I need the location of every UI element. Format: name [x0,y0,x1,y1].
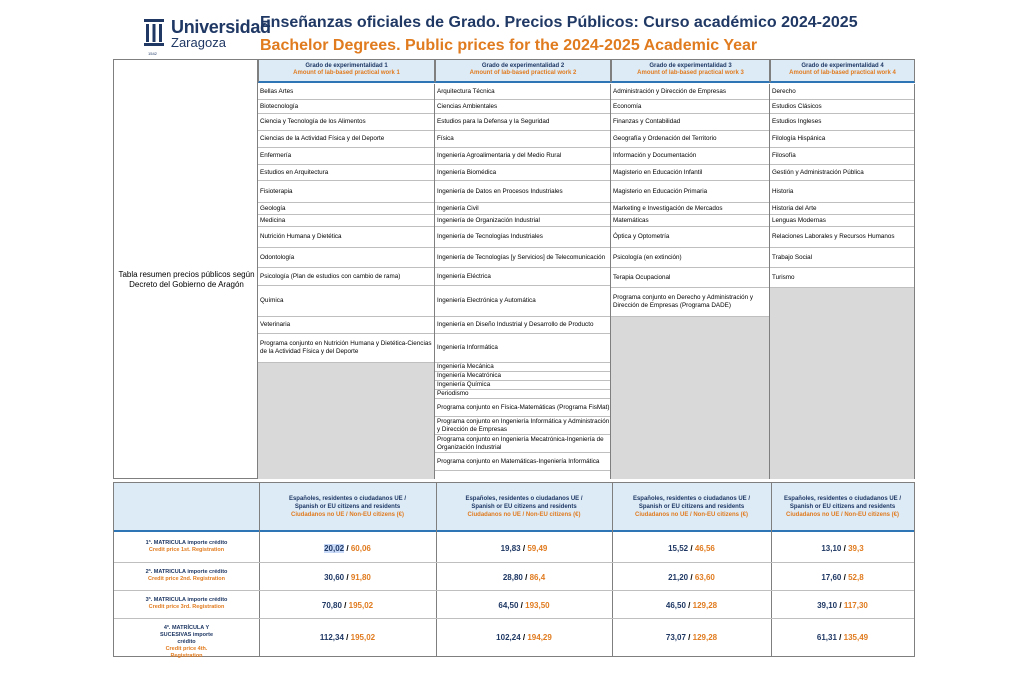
col-header-4 [770,59,915,83]
price-cell [612,544,771,553]
logo-name: Universidad [171,17,271,37]
price-sep: / [525,573,528,582]
col-header-es: Grado de experimentalidad 1 [305,63,388,69]
degree-row: Gestión y Administración Pública [770,165,914,181]
price-sep: / [522,544,526,553]
degree-row: Bellas Artes [258,84,434,100]
price-row-label [114,569,259,583]
empty-cell [258,363,434,479]
price-nonresident: 117,30 [843,601,868,610]
price-sep: / [688,601,691,610]
degree-row: Química [258,286,434,317]
price-row-label [114,597,259,611]
price-resident: 21,20 [668,573,689,582]
price-nonresident: 129,28 [692,601,718,610]
degree-row: Relaciones Laborales y Recursos Humanos [770,227,914,248]
price-nonresident: 86,4 [529,573,546,582]
price-resident: 28,80 [502,573,523,582]
price-nonresident: 135,49 [843,633,869,642]
price-sep: / [346,544,349,553]
degree-row: Ciencias Ambientales [435,100,610,114]
price-resident: 70,80 [321,601,342,610]
degree-row: Información y Documentación [611,148,769,165]
degree-row: Ingeniería en Diseño Industrial y Desarrollo de Producto [435,317,610,334]
degree-row: Programa conjunto en Ingeniería Mecatrónica-Ingeniería de Organización Industrial [435,435,610,453]
degree-row: Nutrición Humana y Dietética [258,227,434,248]
degree-row: Geografía y Ordenación del Territorio [611,131,769,148]
price-resident: 46,50 [665,601,686,610]
degree-row: Óptica y Optometría [611,227,769,248]
price-resident: 61,31 [816,633,837,642]
price-nonresident: 193,50 [525,601,550,610]
price-cell [771,601,914,610]
degree-row: Ingeniería Biomédica [435,165,610,181]
price-row-label-es: 1ª. MATRICULA importe crédito [145,540,228,546]
price-row-label-en: Credit price 3rd. Registration [148,604,225,610]
price-cell [771,573,914,582]
university-crest-icon [143,17,165,51]
degree-column-4 [770,84,915,479]
price-header-3 [612,483,771,532]
degree-row: Ingeniería de Tecnologías [y Servicios] de Telecomunicación [435,248,610,268]
price-resident: 64,50 [498,601,519,610]
col-header-2 [435,59,611,83]
degree-row: Filosofía [770,148,914,165]
price-resident: 15,52 [668,544,689,553]
col-header-en: Amount of lab-based practical work 2 [469,70,577,76]
logo-year: 1542 [148,51,157,56]
price-resident: 19,83 [500,544,521,553]
price-resident: 30,60 [324,573,345,582]
price-resident: 112,34 [319,633,344,642]
empty-cell [770,288,914,479]
degree-row: Programa conjunto en Nutrición Humana y Dietética-Ciencias de la Actividad Física y del Deporte [258,334,434,363]
price-row-label-en: Credit price 4th. Registration [165,646,208,659]
degree-row: Economía [611,100,769,114]
price-header-2 [436,483,612,532]
degree-row: Administración y Dirección de Empresas [611,84,769,100]
price-nonresident: 195,02 [348,601,374,610]
price-nonresident: 91,80 [350,573,371,582]
degree-row: Estudios Ingleses [770,114,914,131]
degree-row: Ingeniería Química [435,381,610,390]
price-sep: / [344,601,347,610]
price-cell [259,573,436,582]
price-nonresident: 52,8 [848,573,864,582]
degree-row: Odontología [258,248,434,268]
col-header-es: Grado de experimentalidad 4 [801,63,884,69]
degree-row: Física [435,131,610,148]
degree-row: Enfermería [258,148,434,165]
price-header-l2: Spanish or EU citizens and residents [471,504,577,510]
degree-row: Ingeniería Eléctrica [435,268,610,286]
degree-row: Trabajo Social [770,248,914,268]
degree-row: Lenguas Modernas [770,215,914,227]
table-label: Tabla resumen precios públicos según Decreto del Gobierno de Aragón [118,270,255,289]
degree-row: Programa conjunto en Ingeniería Informática y Administración y Dirección de Empresas [435,417,610,435]
price-header-l3: Ciudadanos no UE / Non-EU citizens (€) [467,512,581,518]
col-header-en: Amount of lab-based practical work 1 [293,70,400,76]
price-sep: / [690,573,693,582]
logo-sub: Zaragoza [171,35,226,50]
price-row-label-en: Credit price 2nd. Registration [147,576,225,582]
degree-row: Geología [258,203,434,215]
price-header-l3: Ciudadanos no UE / Non-EU citizens (€) [785,512,899,518]
degree-column-3 [611,84,770,479]
price-nonresident: 195,02 [350,633,376,642]
price-sep: / [843,544,846,553]
price-cell [771,544,914,553]
degree-row: Marketing e Investigación de Mercados [611,203,769,215]
degree-row: Estudios en Arquitectura [258,165,434,181]
degree-row: Ingeniería Informática [435,334,610,363]
degree-row: Estudios Clásicos [770,100,914,114]
degree-row: Programa conjunto en Física-Matemáticas (Programa FisMat) [435,399,610,417]
price-sep: / [839,633,842,642]
table-label-cell [113,59,258,479]
degree-row: Psicología (Plan de estudios con cambio de rama) [258,268,434,286]
price-sep: / [346,573,349,582]
price-row-label-es: 3ª. MATRICULA importe crédito [145,597,228,603]
degree-row: Ingeniería de Datos en Procesos Industriales [435,181,610,203]
col-header-en: Amount of lab-based practical work 3 [637,70,744,76]
page-title-es: Enseñanzas oficiales de Grado. Precios Públicos: Curso académico 2024-2025 [260,14,858,31]
degree-row: Estudios para la Defensa y la Seguridad [435,114,610,131]
price-sep: / [522,633,526,642]
price-header-l3: Ciudadanos no UE / Non-EU citizens (€) [290,512,404,518]
price-row-label [114,625,259,660]
price-cell [259,544,436,553]
price-header-l2: Spanish or EU citizens and residents [638,504,745,510]
price-sep: / [688,633,691,642]
degree-row: Biotecnología [258,100,434,114]
col-header-en: Amount of lab-based practical work 4 [789,70,896,76]
price-header-empty [114,483,259,532]
degree-row: Terapia Ocupacional [611,268,769,288]
col-header-3 [611,59,770,83]
degree-column-2 [435,84,611,479]
price-resident: 102,24 [496,633,521,642]
degree-row: Periodismo [435,390,610,399]
degree-row: Ingeniería Agroalimentaria y del Medio Rural [435,148,610,165]
price-row-label-es: 2ª. MATRICULA importe crédito [145,569,228,575]
price-row-label-es: 4ª. MATRÍCULA Y SUCESIVAS importe crédito [159,625,214,645]
degree-row: Filología Hispánica [770,131,914,148]
degree-row: Ingeniería Electrónica y Automática [435,286,610,317]
price-nonresident: 60,06 [350,544,371,553]
degree-column-1 [258,84,435,479]
degree-row: Magisterio en Educación Primaria [611,181,769,203]
price-resident: 20,02 [324,544,345,553]
price-cell [436,601,612,610]
degree-row: Ingeniería Mecatrónica [435,372,610,381]
price-header-l2: Spanish or EU citizens and residents [789,504,896,510]
price-header-4 [771,483,914,532]
degree-row: Programa conjunto en Matemáticas-Ingeniería Informática [435,453,610,471]
degree-row: Medicina [258,215,434,227]
price-cell [612,633,771,642]
col-header-es: Grado de experimentalidad 3 [649,63,732,69]
price-resident: 39,10 [817,601,838,610]
price-cell [771,633,914,642]
price-resident: 73,07 [665,633,686,642]
price-row-label [114,540,259,554]
price-resident: 13,10 [821,544,842,553]
degree-row: Ingeniería Civil [435,203,610,215]
col-header-1 [258,59,435,83]
price-header-l1: Españoles, residentes o ciudadanos UE / [288,496,407,502]
price-cell [612,573,771,582]
price-cell [259,633,436,642]
price-header-l1: Españoles, residentes o ciudadanos UE / [465,496,583,502]
degree-row: Historia del Arte [770,203,914,215]
degree-row: Turismo [770,268,914,288]
degree-row: Finanzas y Contabilidad [611,114,769,131]
price-header-l1: Españoles, residentes o ciudadanos UE / [632,496,751,502]
page-title-en: Bachelor Degrees. Public prices for the 2024-2025 Academic Year [260,37,758,54]
degree-row: Arquitectura Técnica [435,84,610,100]
degree-row: Ingeniería Mecánica [435,363,610,372]
degree-row: Ingeniería de Tecnologías Industriales [435,227,610,248]
price-nonresident: 59,49 [527,544,548,553]
degree-row: Fisioterapia [258,181,434,203]
price-header-l1: Españoles, residentes o ciudadanos UE / [783,496,902,502]
price-sep: / [520,601,523,610]
university-logo [143,17,271,57]
price-sep: / [843,573,846,582]
degree-row: Derecho [770,84,914,100]
degree-row: Historia [770,181,914,203]
price-nonresident: 46,56 [694,544,715,553]
price-sep: / [839,601,842,610]
degree-row: Ciencias de la Actividad Física y del Deporte [258,131,434,148]
price-row-label-en: Credit price 1st. Registration [148,547,225,553]
degree-row: Programa conjunto en Derecho y Administración y Dirección de Empresas (Programa DADE) [611,288,769,317]
degree-row: Psicología (en extinción) [611,248,769,268]
price-header-l2: Spanish or EU citizens and residents [294,504,401,510]
price-header-l3: Ciudadanos no UE / Non-EU citizens (€) [634,512,748,518]
degree-row: Ingeniería de Organización Industrial [435,215,610,227]
price-table [113,482,915,657]
price-header-1 [259,483,436,532]
col-header-es: Grado de experimentalidad 2 [481,63,565,69]
price-nonresident: 63,60 [694,573,715,582]
degree-row: Magisterio en Educación Infantil [611,165,769,181]
price-cell [436,573,612,582]
price-cell [436,544,612,553]
price-cell [612,601,771,610]
price-resident: 17,60 [821,573,842,582]
price-cell [436,633,612,642]
price-nonresident: 129,28 [692,633,718,642]
price-cell [259,601,436,610]
price-nonresident: 39,3 [848,544,864,553]
degree-row: Matemáticas [611,215,769,227]
degree-row: Ciencia y Tecnología de los Alimentos [258,114,434,131]
price-nonresident: 194,29 [527,633,552,642]
price-sep: / [346,633,349,642]
degree-row: Veterinaria [258,317,434,334]
price-sep: / [690,544,693,553]
empty-cell [611,317,769,479]
